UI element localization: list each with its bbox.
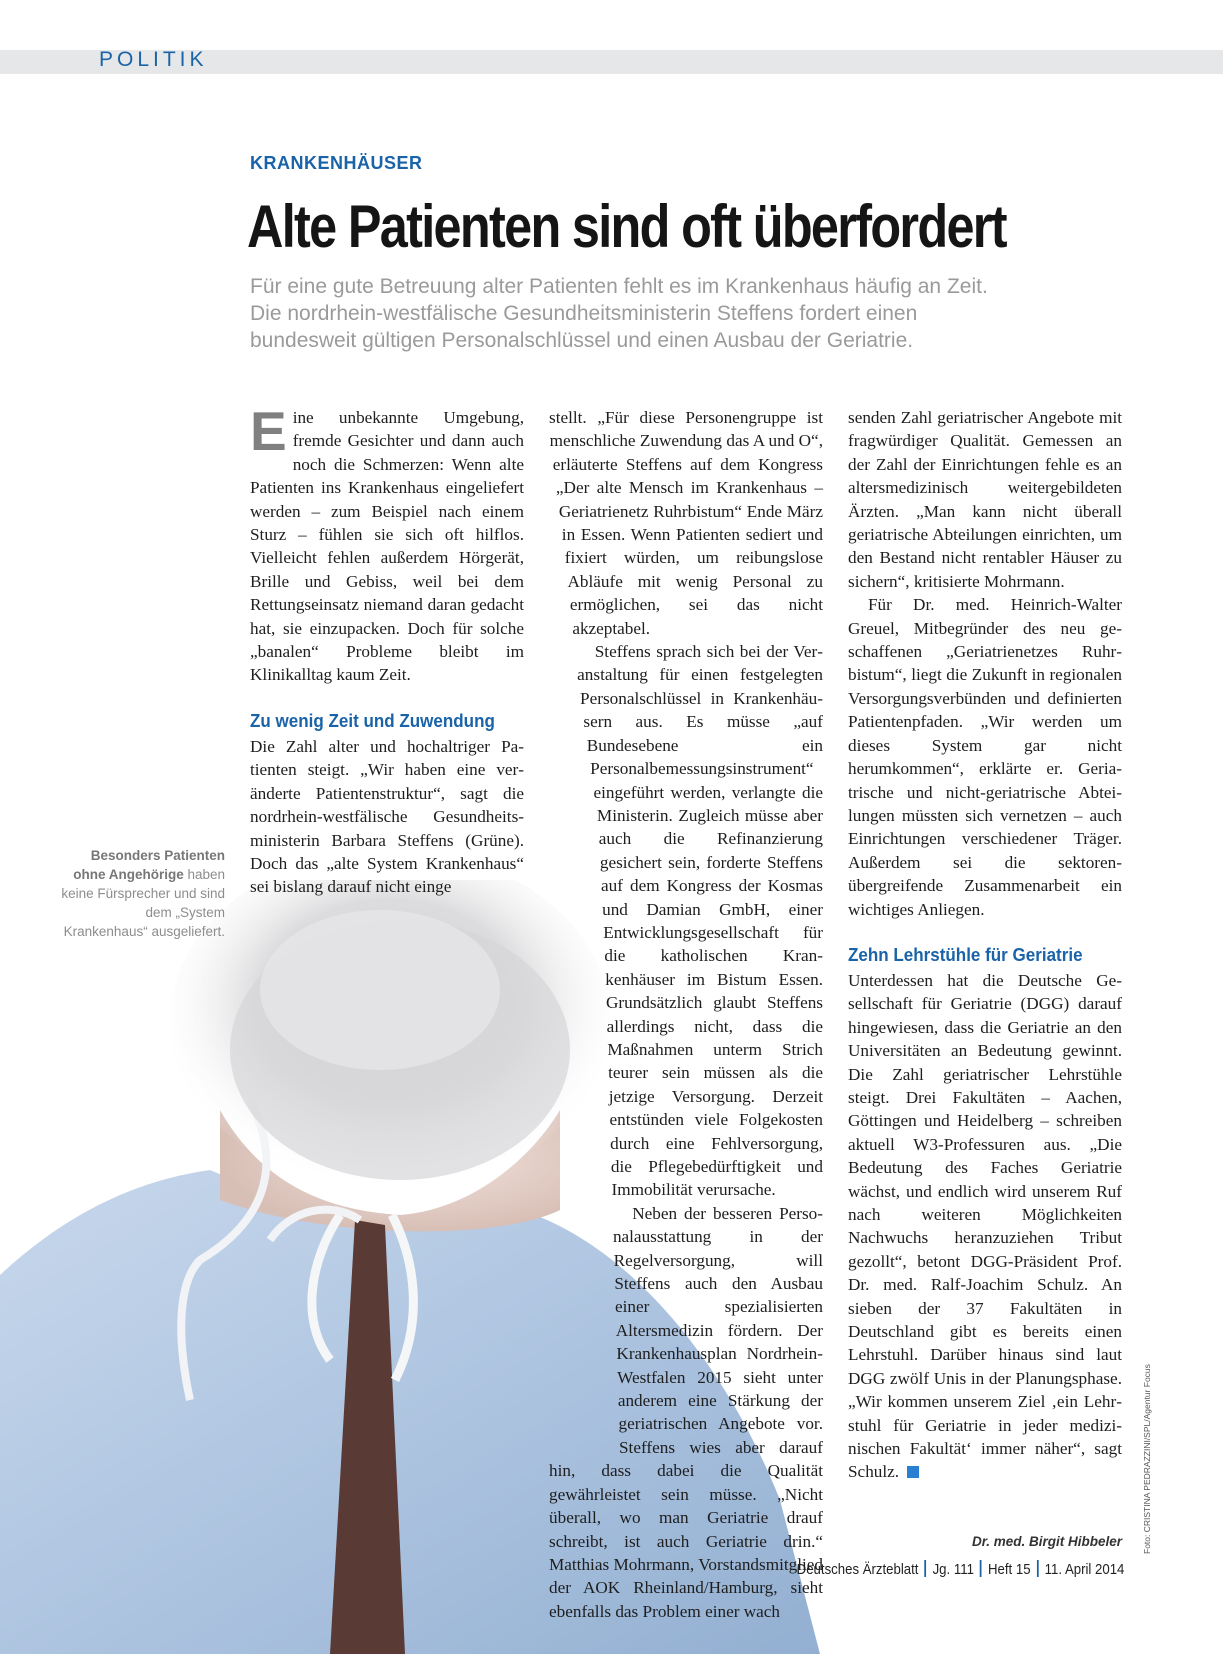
article-author: Dr. med. Birgit Hibbeler — [971, 1534, 1122, 1549]
article-subhead: Zehn Lehrstühle für Geriatrie — [848, 943, 1083, 965]
page-footer — [796, 1560, 1124, 1578]
article-lead — [250, 273, 1110, 354]
article-column-3 — [848, 406, 1122, 1484]
photo-credit — [1142, 1364, 1156, 1554]
footer-issue: Heft 15 — [987, 1561, 1031, 1578]
photo-credit-text: Foto: CRISTINA PEDRAZZINI/SPL/Agentur Focus — [1142, 1364, 1152, 1554]
section-label: POLITIK — [99, 48, 208, 71]
footer-separator — [924, 1560, 926, 1577]
article-paragraph: Neben der besseren Personalausstattung in der Regelversorgung, will Steffens auch den Ausbau einer spezialisierten Altersmedizin fördern. Der Krankenhausplan Nordrhein-Westfalen 2015 sieht unter anderem eine Stärkung der geriatrischen Angebote vor. Steffens wies aber darauf hin, dass dabei die Qualität gewährleistet sein müsse. „Nicht überall, wo man Geriatrie drauf schreibt, ist auch Geriatrie drin.“ Matthias Mohrmann, Vorstandsmitglied der AOK Rheinland/Hamburg, sieht ebenfalls das Problem einer wach — [549, 1203, 823, 1621]
article-subhead: Zu wenig Zeit und Zuwendung — [250, 709, 495, 731]
lead-line: bundesweit gültigen Personalschlüssel und einen Ausbau der Geriatrie. — [250, 329, 914, 352]
lead-line: Für eine gute Betreuung alter Patienten fehlt es im Krankenhaus häufig an Zeit. — [250, 275, 988, 298]
footer-separator — [1036, 1560, 1038, 1577]
article-paragraph: Die Zahl alter und hochaltriger Patienten steigt. „Wir haben eine veränderte Patientenstruktur“, sagt die nordrhein-westfälische Gesundheitsministerin Barbara Steffens (Grüne). Doch das „alte System Krankenhaus“ sei bislang darauf nicht einge — [250, 736, 524, 897]
article-paragraph: Für Dr. med. Heinrich-Walter Greuel, Mitbegründer des neu geschaffenen „Geriatrienetzes Ruhrbistum“, liegt die Zukunft in regionalen Versorgungsverbünden und definierten Patientenpfaden. „Wir werden um dieses System gar nicht herumkommen“, erklärte er. Geriatrische und nicht-geriatrische Abteilungen müssten sich vernetzen – auch Einrichtungen verschiedener Träger. Außerdem sei die sektorenübergreifende Zusammenarbeit ein wichtiges Anliegen. — [848, 595, 1122, 919]
article-paragraph: ine unbekannte Umgebung, fremde Gesichter und dann auch noch die Schmerzen: Wenn alte Patienten ins Krankenhaus eingeliefert werden – zum Beispiel nach einem Sturz – fühlen sie sich oft hilflos. Vielleicht fehlen außerdem Hörgerät, Brille und Gebiss, weil bei dem Rettungseinsatz niemand daran gedacht hat, sie einzupacken. Doch für solche „banalen“ Probleme bleibt im Klinikalltag kaum Zeit. — [250, 408, 524, 685]
caption-bold: Besonders Patienten ohne Angehörige — [73, 848, 225, 882]
drop-cap: E — [250, 400, 287, 462]
caption-text: haben keine Fürsprecher und sind dem „System Krankenhaus“ ausgeliefert. — [61, 867, 225, 939]
footer-publication: Deutsches Ärzteblatt — [796, 1561, 919, 1578]
footer-date: 11. April 2014 — [1044, 1561, 1124, 1578]
photo-caption — [60, 846, 225, 941]
article-paragraph: stellt. „Für diese Personengruppe ist menschliche Zuwendung das A und O“, erläuterte Steffens auf dem Kongress „Der alte Mensch im Krankenhaus – Geriatrienetz Ruhrbistum“ Ende März in Essen. Wenn Patienten sediert und fixiert würden, um reibungslose Abläufe mit wenig Personal zu ermöglichen, sei das nicht akzeptabel. — [549, 408, 823, 638]
article-headline: Alte Patienten sind oft überfordert — [247, 193, 1006, 260]
article-column-1 — [250, 400, 524, 899]
article-column-2 — [549, 406, 823, 1623]
article-paragraph: Steffens sprach sich bei der Veranstaltung für einen festgelegten Personalschlüssel in Krankenhäusern aus. Es müsse „auf Bundesebene ein Personalbemessungsinstrument“ eingeführt werden, verlangte die Ministerin. Zugleich müsse aber auch die Refinanzierung gesichert sein, forderte Steffens auf dem Kongress der Kosmas und Damian GmbH, einer Entwicklungsgesellschaft für die katholischen Krankenhäuser im Bistum Essen. Grundsätzlich glaubt Steffens allerdings nicht, dass die Maßnahmen unterm Strich teurer sein müssen als die jetzige Versorgung. Derzeit entstünden viele Folgekosten durch eine Fehlversorgung, die Pflegebedürftigkeit und Immobilität verursache. — [577, 642, 823, 1200]
end-mark-icon — [907, 1466, 919, 1478]
article-kicker: KRANKENHÄUSER — [250, 153, 423, 173]
footer-volume: Jg. 111 — [932, 1561, 974, 1578]
article-paragraph: Unterdessen hat die Deutsche Gesellschaft für Geriatrie (DGG) darauf hingewiesen, dass die Geriatrie an den Universitäten an Bedeutung gewinnt. Die Zahl geriatrischer Lehrstühle steigt. Drei Fakultäten – Aachen, Göttingen und Heidelberg – schreiben aktuell W3-Professuren aus. „Die Bedeutung des Faches Geriatrie wächst, und endlich wird unserem Ruf nach weiteren Möglichkeiten Nachwuchs heranzuziehen Tribut gezollt“, betont DGG-Präsident Prof. Dr. med. Ralf-Joachim Schulz. An sieben der 37 Fakultäten in Deutschland gibt es bereits einen Lehrstuhl. Darüber hinaus sind laut DGG zwölf Unis in der Planungsphase. „Wir kommen unserem Ziel ‚ein Lehrstuhl für Geriatrie in jeder medizinischen Fakultät‘ immer näher“, sagt Schulz. — [848, 970, 1122, 1482]
footer-separator — [980, 1560, 982, 1577]
lead-line: Die nordrhein-westfälische Gesundheitsministerin Steffens fordert einen — [250, 302, 918, 325]
article-paragraph: senden Zahl geriatrischer Angebote mit fragwürdiger Qualität. Gemessen an der Zahl der Einrichtungen fehle es an altersmedizinisch weitergebildeten Ärzten. „Man kann nicht überall geriatrische Abteilungen einrichten, um den Bestand nicht rentabler Häuser zu sichern“, kritisierte Mohrmann. — [848, 408, 1122, 591]
